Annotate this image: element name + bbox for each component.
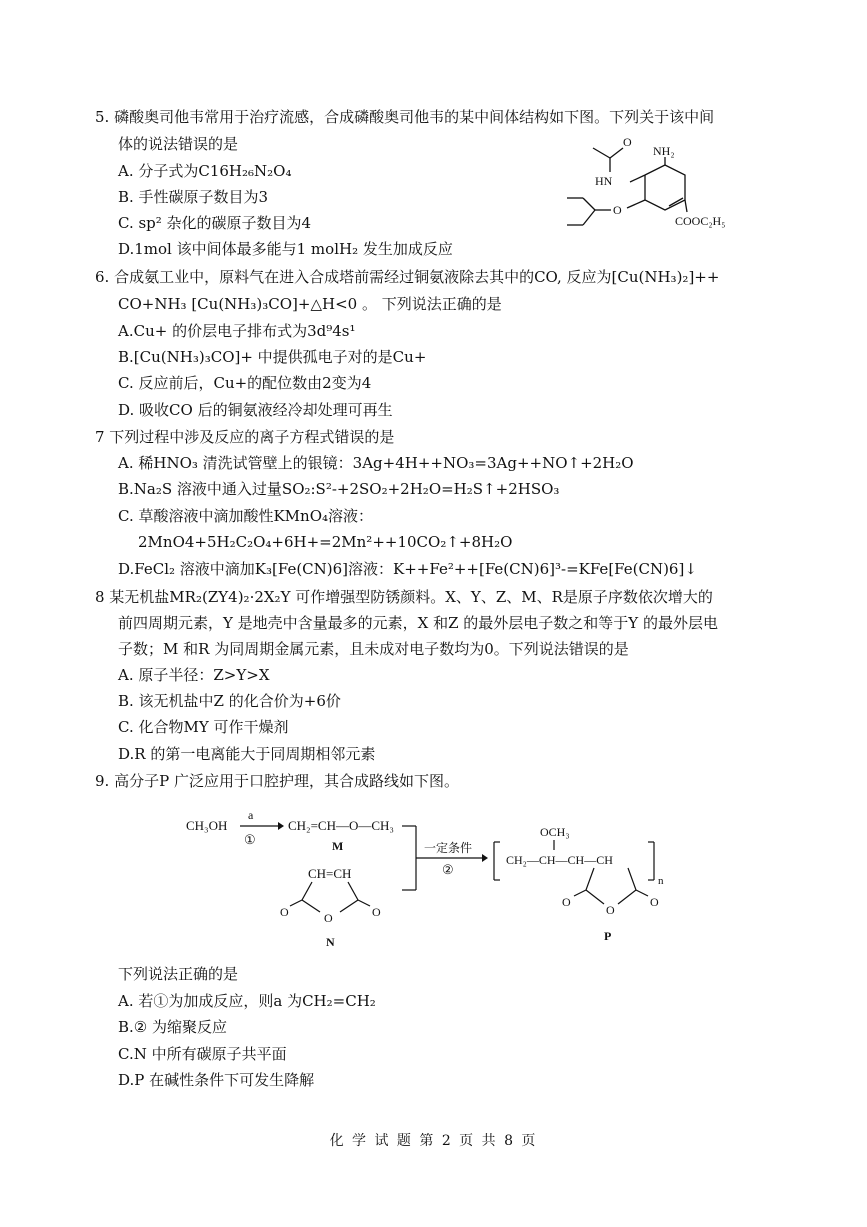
q6-option-d: D. 吸收CO 后的铜氨液经冷却处理可再生: [118, 401, 393, 419]
q9-n-oxygen-left: O: [280, 905, 289, 919]
q5-structure-diagram: [555, 130, 785, 250]
q9-ch3oh-label: CH₃OH: [186, 818, 228, 833]
q6-option-a: A.Cu+ 的价层电子排布式为3d⁹4s¹: [118, 322, 356, 340]
q9-p-ring-oxygen: O: [606, 903, 615, 917]
q5-ester-label: COOC₂H₅: [675, 214, 726, 228]
q9-reagent-a: a: [248, 808, 254, 822]
q9-option-d: D.P 在碱性条件下可发生降解: [118, 1071, 315, 1089]
q8-option-b: B. 该无机盐中Z 的化合价为+6价: [118, 692, 341, 710]
q9-step1-label: ①: [244, 832, 256, 847]
q9-p-label: P: [604, 929, 612, 943]
q5-ether-oxygen: O: [613, 203, 622, 217]
q9-p-repeat-n: n: [658, 875, 664, 887]
q9-prompt: 下列说法正确的是: [118, 965, 239, 983]
q8-option-c: C. 化合物MY 可作干燥剂: [118, 718, 289, 736]
q9-n-top: CH=CH: [308, 866, 352, 881]
q9-option-a: A. 若①为加成反应，则a 为CH₂=CH₂: [118, 992, 376, 1010]
q7-option-c: C. 草酸溶液中滴加酸性KMnO₄溶液：: [118, 507, 374, 525]
q7-option-b: B.Na₂S 溶液中通入过量SO₂:S²-+2SO₂+2H₂O=H₂S↑+2HSO₃: [118, 480, 560, 498]
q5-hn-label: HN: [595, 174, 613, 188]
q6-stem-line1: 6. 合成氨工业中，原料气在进入合成塔前需经过铜氨液除去其中的CO, 反应为[Cu(NH₃)₂]++: [95, 268, 720, 286]
q9-stem: 9. 高分子P 广泛应用于口腔护理，其合成路线如下图。: [95, 772, 459, 790]
q5-acetyl-oxygen: O: [623, 135, 632, 149]
q9-option-c: C.N 中所有碳原子共平面: [118, 1045, 287, 1063]
q5-option-b: B. 手性碳原子数目为3: [118, 188, 269, 206]
q6-option-c: C. 反应前后，Cu+的配位数由2变为4: [118, 374, 372, 392]
q5-stem-line2: 体的说法错误的是: [118, 135, 239, 153]
q7-option-d: D.FeCl₂ 溶液中滴加K₃[Fe(CN)6]溶液：K++Fe²++[Fe(CN)6]³-=KFe[Fe(CN)6]↓: [118, 560, 697, 578]
q6-stem-line2: CO+NH₃ [Cu(NH₃)₃CO]+△H<0 。 下列说法正确的是: [118, 295, 502, 313]
q8-stem-line3: 子数；M 和R 为同周期金属元素，且未成对电子数均为0。下列说法错误的是: [118, 640, 629, 658]
q9-step2-label: ②: [442, 862, 454, 877]
q8-option-a: A. 原子半径：Z>Y>X: [118, 666, 270, 684]
q9-synthesis-scheme: [180, 800, 700, 960]
q9-m-label: M: [332, 839, 344, 853]
q5-option-a: A. 分子式为C16H₂₆N₂O₄: [118, 162, 292, 180]
q9-p-och3: OCH₃: [540, 825, 570, 839]
q9-m-formula: CH₂=CH—O—CH₃: [288, 818, 394, 833]
q9-n-oxygen-right: O: [372, 905, 381, 919]
q8-stem-line2: 前四周期元素，Y 是地壳中含量最多的元素，X 和Z 的最外层电子数之和等于Y 的最外层电: [118, 614, 718, 632]
q9-p-oxygen-right: O: [650, 895, 659, 909]
page-footer: 化 学 试 题 第 2 页 共 8 页: [329, 1133, 538, 1149]
q9-p-chain: CH₂—CH—CH—CH: [506, 853, 613, 867]
q7-option-a: A. 稀HNO₃ 清洗试管壁上的银镜：3Ag+4H++NO₃=3Ag++NO↑+2H₂O: [118, 454, 634, 472]
q9-p-oxygen-left: O: [562, 895, 571, 909]
q9-n-ring-oxygen: O: [324, 911, 333, 925]
q7-option-c-equation: 2MnO4+5H₂C₂O₄+6H+=2Mn²++10CO₂↑+8H₂O: [138, 533, 513, 551]
q8-option-d: D.R 的第一电离能大于同周期相邻元素: [118, 745, 376, 763]
q6-option-b: B.[Cu(NH₃)₃CO]+ 中提供孤电子对的是Cu+: [118, 348, 427, 366]
q5-nh2-label: NH₂: [653, 144, 675, 158]
q5-option-d: D.1mol 该中间体最多能与1 molH₂ 发生加成反应: [118, 240, 453, 258]
q9-condition-label: 一定条件: [424, 841, 473, 855]
q9-n-label: N: [326, 935, 335, 949]
q7-stem: 7 下列过程中涉及反应的离子方程式错误的是: [95, 428, 395, 446]
q5-stem-line1: 5. 磷酸奥司他韦常用于治疗流感，合成磷酸奥司他韦的某中间体结构如下图。下列关于该中间: [95, 108, 715, 126]
q9-option-b: B.② 为缩聚反应: [118, 1018, 228, 1036]
q8-stem-line1: 8 某无机盐MR₂(ZY4)₂·2X₂Y 可作增强型防锈颜料。X、Y、Z、M、R是原子序数依次增大的: [95, 588, 713, 606]
q5-option-c: C. sp² 杂化的碳原子数目为4: [118, 214, 312, 232]
